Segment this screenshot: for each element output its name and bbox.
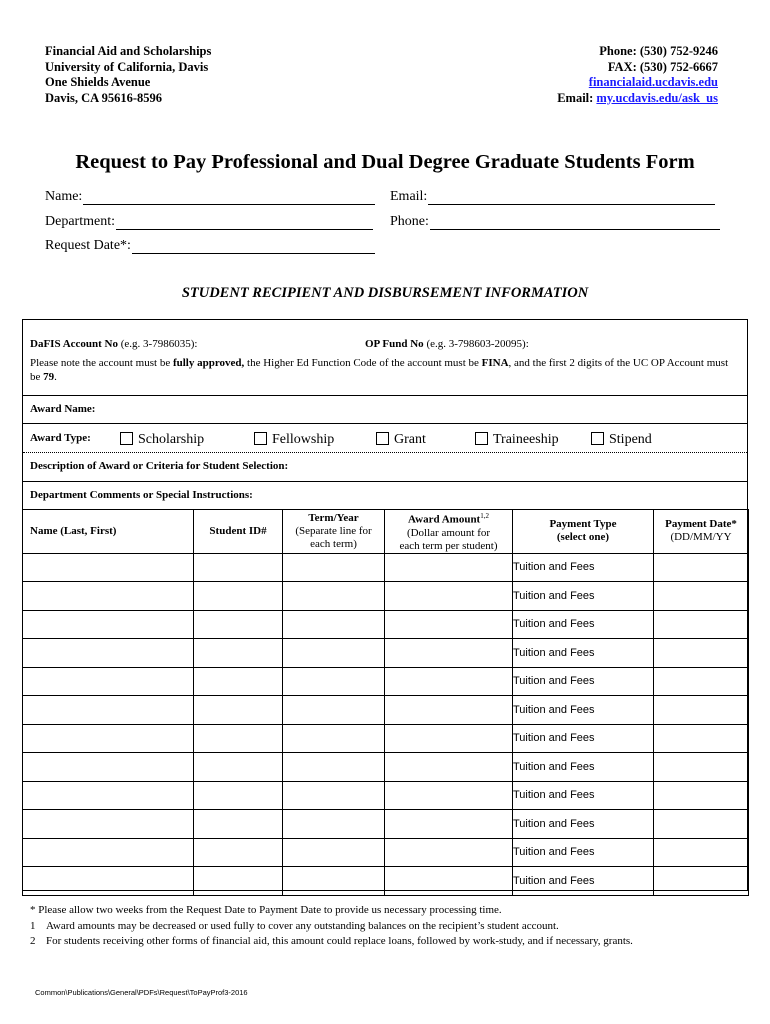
header-payment-type: Payment Type (select one) <box>513 510 654 554</box>
section-title: STUDENT RECIPIENT AND DISBURSEMENT INFORMATION <box>181 285 589 301</box>
payment-type-select[interactable]: Tuition and Fees <box>513 724 654 753</box>
footnote-star: * Please allow two weeks from the Request Date to Payment Date to provide us necessary processing time. <box>30 904 502 916</box>
file-path-footer: Common\Publications\General\PDFs\Request\ToPayProf3-2016 <box>35 988 248 997</box>
award-type-fellowship[interactable]: Fellowship <box>254 432 334 448</box>
contact-info <box>557 44 718 106</box>
header-payment-date: Payment Date* (DD/MM/YY <box>654 510 749 554</box>
payment-type-select[interactable]: Tuition and Fees <box>513 610 654 639</box>
department-label: Department: <box>45 214 115 229</box>
checkbox-icon[interactable] <box>120 432 133 445</box>
table-row <box>23 781 749 810</box>
footnotes <box>30 903 633 950</box>
payment-type-select[interactable]: Tuition and Fees <box>513 867 654 896</box>
header-award-amount: Award Amount$^{1,2}$ (Dollar amount for each term per student) <box>385 510 513 554</box>
city-state-zip: Davis, CA 95616-8596 <box>45 90 163 105</box>
header-student-id: Student ID# <box>194 510 283 554</box>
op-label: OP Fund No <box>365 338 424 350</box>
table-row <box>23 610 749 639</box>
award-type-traineeship[interactable]: Traineeship <box>475 432 559 448</box>
payment-type-select[interactable]: Tuition and Fees <box>513 639 654 668</box>
payment-type-select[interactable]: Tuition and Fees <box>513 753 654 782</box>
phone-field-label: Phone: <box>390 214 429 229</box>
checkbox-icon[interactable] <box>591 432 604 445</box>
op-fund[interactable] <box>365 338 529 350</box>
comments-label: Department Comments or Special Instructions: <box>30 489 253 501</box>
office-address <box>45 44 211 106</box>
header-name: Name (Last, First) <box>23 510 194 554</box>
award-type-label: Award Type: <box>30 432 91 444</box>
name-input-line[interactable] <box>83 190 375 205</box>
office-name: Financial Aid and Scholarships <box>45 44 212 58</box>
header-term-year: Term/Year (Separate line for each term) <box>283 510 385 554</box>
dafis-account[interactable] <box>30 338 197 350</box>
award-name-row[interactable] <box>23 395 747 424</box>
award-type-grant[interactable]: Grant <box>376 432 426 448</box>
department-field[interactable] <box>45 214 373 230</box>
award-name-label: Award Name: <box>30 403 96 415</box>
checkbox-icon[interactable] <box>475 432 488 445</box>
university-name: University of California, Davis <box>45 59 209 74</box>
dafis-label: DaFIS Account No <box>30 338 119 350</box>
table-row <box>23 696 749 725</box>
award-type-stipend[interactable]: Stipend <box>591 432 652 448</box>
payment-type-select[interactable]: Tuition and Fees <box>513 582 654 611</box>
table-row <box>23 867 749 896</box>
checkbox-icon[interactable] <box>254 432 267 445</box>
phone-number: Phone: (530) 752-9246 <box>599 44 718 58</box>
email-field[interactable] <box>390 189 715 205</box>
email-label: Email: <box>557 90 594 105</box>
account-row <box>23 320 747 396</box>
table-row <box>23 667 749 696</box>
award-type-scholarship[interactable]: Scholarship <box>120 432 204 448</box>
comments-row[interactable] <box>23 481 747 510</box>
request-date-label: Request Date*: <box>45 238 131 253</box>
phone-field[interactable] <box>390 214 720 230</box>
email-input-line[interactable] <box>428 190 715 205</box>
table-row <box>23 753 749 782</box>
description-label: Description of Award or Criteria for Student Selection: <box>30 460 289 472</box>
table-row <box>23 724 749 753</box>
table-row <box>23 639 749 668</box>
request-date-input-line[interactable] <box>132 239 375 254</box>
payment-type-select[interactable]: Tuition and Fees <box>513 667 654 696</box>
email-link[interactable]: my.ucdavis.edu/ask_us <box>596 90 718 105</box>
table-row <box>23 582 749 611</box>
table-row <box>23 838 749 867</box>
account-note: Please note the account must be fully approved, the Higher Ed Function Code of the account must be FINA, and the first 2 digits of the UC OP Account must be 79. <box>30 357 729 383</box>
street-address: One Shields Avenue <box>45 75 151 89</box>
recipient-table <box>22 509 749 896</box>
phone-input-line[interactable] <box>430 215 720 230</box>
name-field[interactable] <box>45 189 375 205</box>
description-row[interactable] <box>23 452 747 482</box>
department-input-line[interactable] <box>116 215 373 230</box>
email-field-label: Email: <box>390 189 428 204</box>
request-date-field[interactable] <box>45 238 375 254</box>
name-label: Name: <box>45 189 83 204</box>
form-title: Request to Pay Professional and Dual Degree Graduate Students Form <box>75 151 695 173</box>
fax-number: FAX: (530) 752-6667 <box>607 59 718 74</box>
table-header-row <box>23 510 749 554</box>
payment-type-select[interactable]: Tuition and Fees <box>513 838 654 867</box>
payment-type-select[interactable]: Tuition and Fees <box>513 781 654 810</box>
payment-type-select[interactable]: Tuition and Fees <box>513 696 654 725</box>
dafis-example: (e.g. 3-7986035): <box>120 338 198 350</box>
op-example: (e.g. 3-798603-20095): <box>426 338 529 350</box>
footnote-1: 1 Award amounts may be decreased or used fully to cover any outstanding balances on the recipient’s student account. <box>30 919 559 932</box>
payment-type-select[interactable]: Tuition and Fees <box>513 810 654 839</box>
payment-type-select[interactable]: Tuition and Fees <box>513 553 654 582</box>
table-row <box>23 810 749 839</box>
footnote-2: 2 For students receiving other forms of financial aid, this amount could replace loans, followed by work-study, and if necessary, grants. <box>30 935 633 947</box>
website-link[interactable]: financialaid.ucdavis.edu <box>588 75 718 89</box>
checkbox-icon[interactable] <box>376 432 389 445</box>
table-row <box>23 553 749 582</box>
